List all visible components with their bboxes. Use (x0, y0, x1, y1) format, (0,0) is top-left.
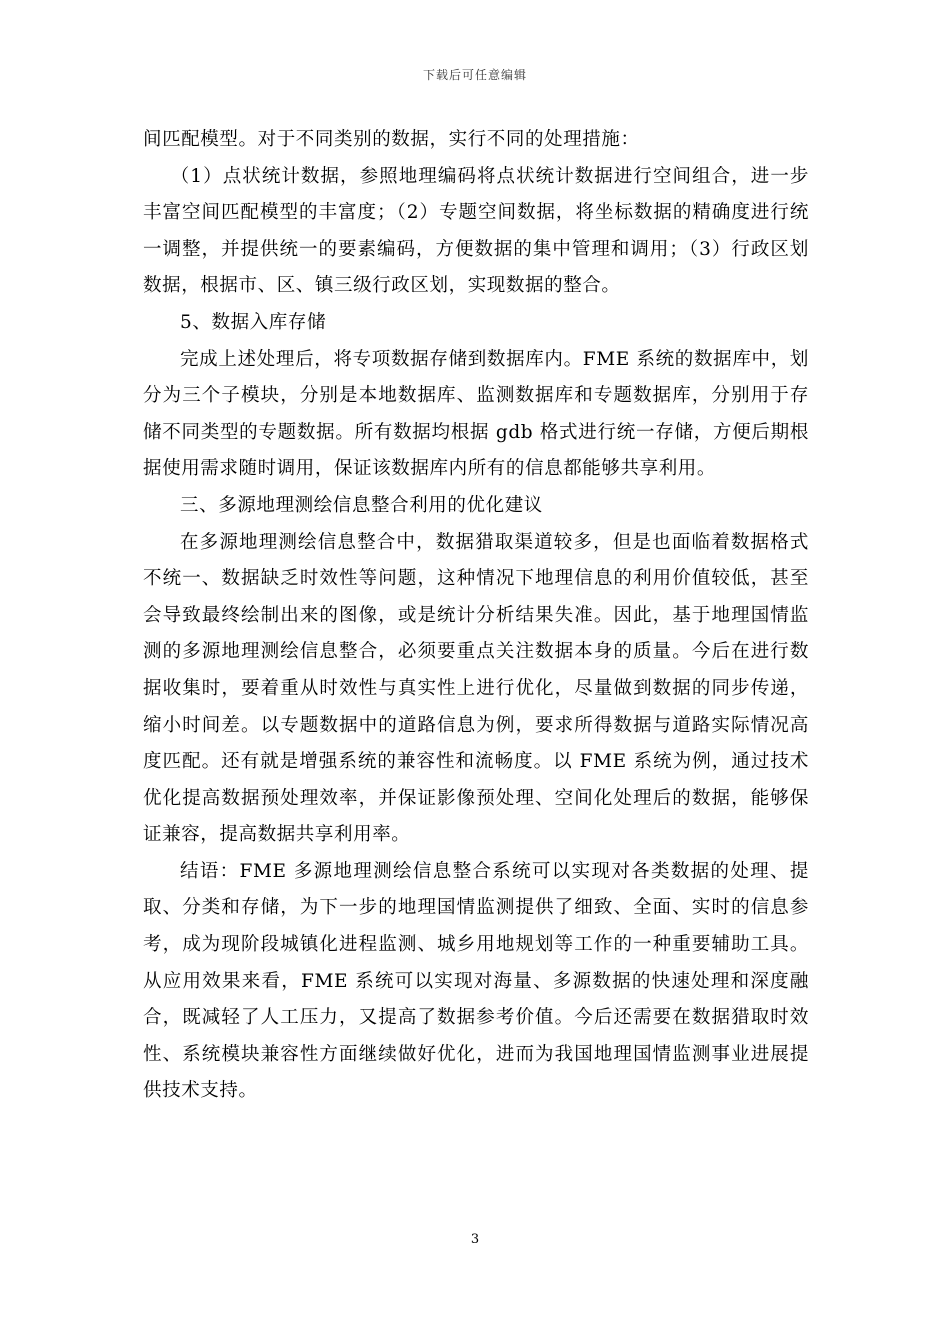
body-paragraph: 间匹配模型。对于不同类别的数据，实行不同的处理措施： (143, 129, 640, 150)
document-body (143, 122, 809, 1110)
section-heading: 三、多源地理测绘信息整合利用的优化建议 (180, 494, 543, 516)
page-number: 3 (470, 1232, 480, 1247)
body-paragraph: （1）点状统计数据，参照地理编码将点状统计数据进行空间组合，进一步丰富空间匹配模型的丰富度；（2）专题空间数据，将坐标数据的精确度进行统一调整，并提供统一的要素编码，方便数据的集中管理和调用；（3）行政区划数据，根据市、区、镇三级行政区划，实现数据的整合。 (143, 165, 809, 297)
conclusion-paragraph: 结语：FME 多源地理测绘信息整合系统可以实现对各类数据的处理、提取、分类和存储，为下一步的地理国情监测提供了细致、全面、实时的信息参考，成为现阶段城镇化进程监测、城乡用地规划等工作的一种重要辅助工具。从应用效果来看，FME 系统可以实现对海量、多源数据的快速处理和深度融合，既减轻了人工压力，又提高了数据参考价值。今后还需要在数据猎取时效性、系统模块兼容性方面继续做好优化，进而为我国地理国情监测事业进展提供技术支持。 (143, 860, 809, 1102)
page-header-note: 下载后可任意编辑 (422, 68, 527, 82)
body-paragraph: 完成上述处理后，将专项数据存储到数据库内。FME 系统的数据库中，划分为三个子模块，分别是本地数据库、监测数据库和专题数据库，分别用于存储不同类型的专题数据。所有数据均根据 gdb 格式进行统一存储，方便后期根据使用需求随时调用，保证该数据库内所有的信息都能够共享利用。 (143, 348, 809, 480)
body-paragraph: 在多源地理测绘信息整合中，数据猎取渠道较多，但是也面临着数据格式不统一、数据缺乏时效性等问题，这种情况下地理信息的利用价值较低，甚至会导致最终绘制出来的图像，或是统计分析结果失准。因此，基于地理国情监测的多源地理测绘信息整合，必须要重点关注数据本身的质量。今后在进行数据收集时，要着重从时效性与真实性上进行优化，尽量做到数据的同步传递，缩小时间差。以专题数据中的道路信息为例，要求所得数据与道路实际情况高度匹配。还有就是增强系统的兼容性和流畅度。以 FME 系统为例，通过技术优化提高数据预处理效率，并保证影像预处理、空间化处理后的数据，能够保证兼容，提高数据共享利用率。 (143, 531, 809, 846)
section-heading: 5、数据入库存储 (180, 311, 327, 333)
